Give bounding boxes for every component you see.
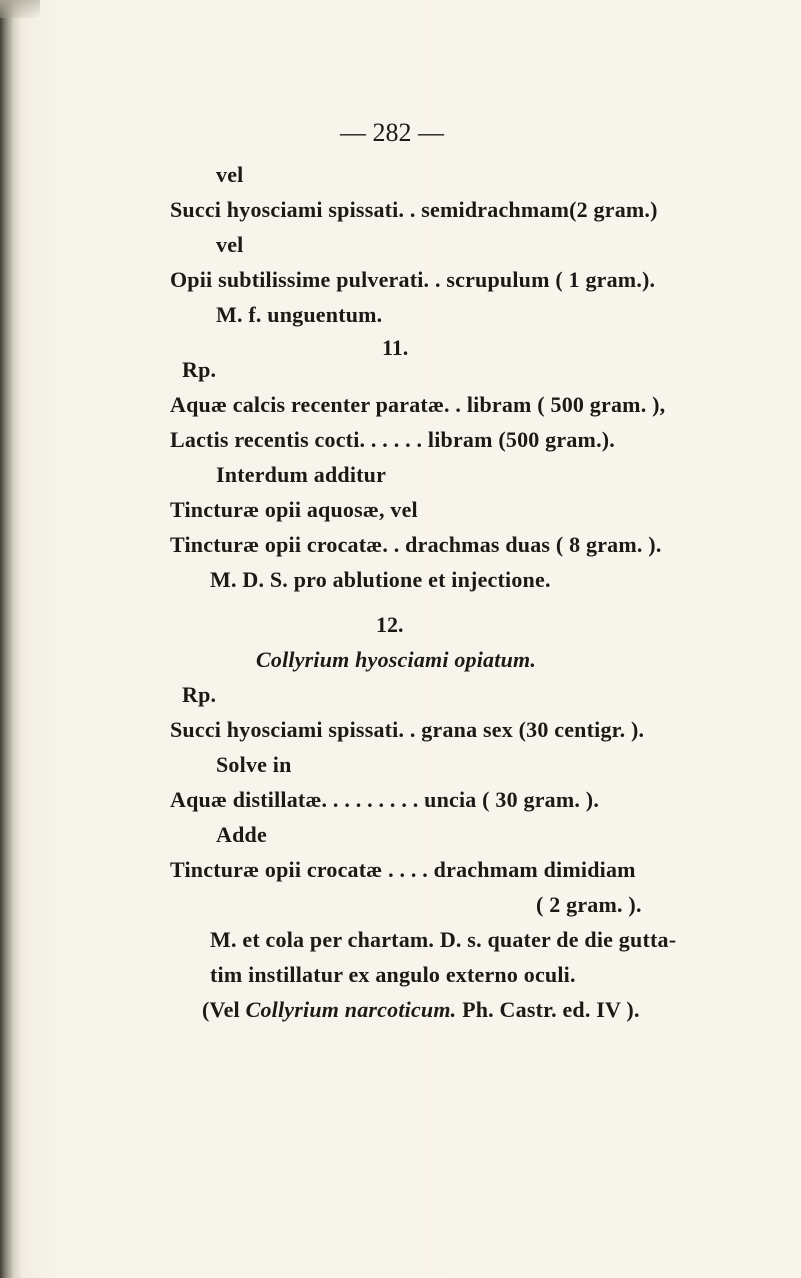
page-number-header: — 282 — — [340, 118, 444, 147]
text-fragment-collyrium-narcoticum: Collyrium narcoticum. — [245, 997, 457, 1022]
text-line-vel-1: vel — [216, 162, 244, 187]
section-number-11: 11. — [382, 335, 409, 360]
text-line-vel-2: vel — [216, 232, 244, 257]
recipe-mark-1: Rp. — [182, 357, 217, 382]
text-line-interdum: Interdum additur — [216, 462, 387, 487]
text-line-instillatur: tim instillatur ex angulo externo oculi. — [210, 962, 576, 987]
page-corner-fold — [0, 0, 40, 18]
text-line-tincturae-crocatae-2: Tincturæ opii crocatæ . . . . drachmam dimidiam — [170, 857, 636, 882]
text-line-tincturae-crocatae-1: Tincturæ opii crocatæ. . drachmas duas ( 8 gram. ). — [170, 532, 662, 557]
text-line-cola-per-chartam: M. et cola per chartam. D. s. quater de die gutta- — [210, 927, 677, 952]
text-line-lactis: Lactis recentis cocti. . . . . . libram (500 gram.). — [170, 427, 615, 452]
recipe-mark-2: Rp. — [182, 682, 217, 707]
text-line-unguentum: M. f. unguentum. — [216, 302, 383, 327]
text-fragment-vel: (Vel — [202, 997, 246, 1022]
text-line-ablutione: M. D. S. pro ablutione et injectione. — [210, 567, 551, 592]
text-line-tincturae-aquosae: Tincturæ opii aquosæ, vel — [170, 497, 418, 522]
text-line-solve-in: Solve in — [216, 752, 292, 777]
section-number-12: 12. — [376, 612, 404, 637]
text-line-aquae-calcis: Aquæ calcis recenter paratæ. . libram ( 500 gram. ), — [170, 392, 666, 417]
text-line-opii: Opii subtilissime pulverati. . scrupulum ( 1 gram.). — [170, 267, 656, 292]
section-title-collyrium: Collyrium hyosciami opiatum. — [256, 647, 537, 672]
text-line-succi-hyosciami: Succi hyosciami spissati. . semidrachmam(2 gram.) — [170, 197, 658, 222]
text-line-adde: Adde — [216, 822, 267, 847]
page-spine-shadow — [0, 0, 22, 1278]
text-line-aquae-distillatae: Aquæ distillatæ. . . . . . . . . uncia ( 30 gram. ). — [170, 787, 600, 812]
text-line-vel-collyrium-narcoticum — [202, 997, 640, 1023]
text-line-dose-2-gram: ( 2 gram. ). — [536, 892, 642, 917]
text-fragment-ph-castr: Ph. Castr. ed. IV ). — [456, 997, 640, 1022]
text-line-succi-grana: Succi hyosciami spissati. . grana sex (30 centigr. ). — [170, 717, 645, 742]
